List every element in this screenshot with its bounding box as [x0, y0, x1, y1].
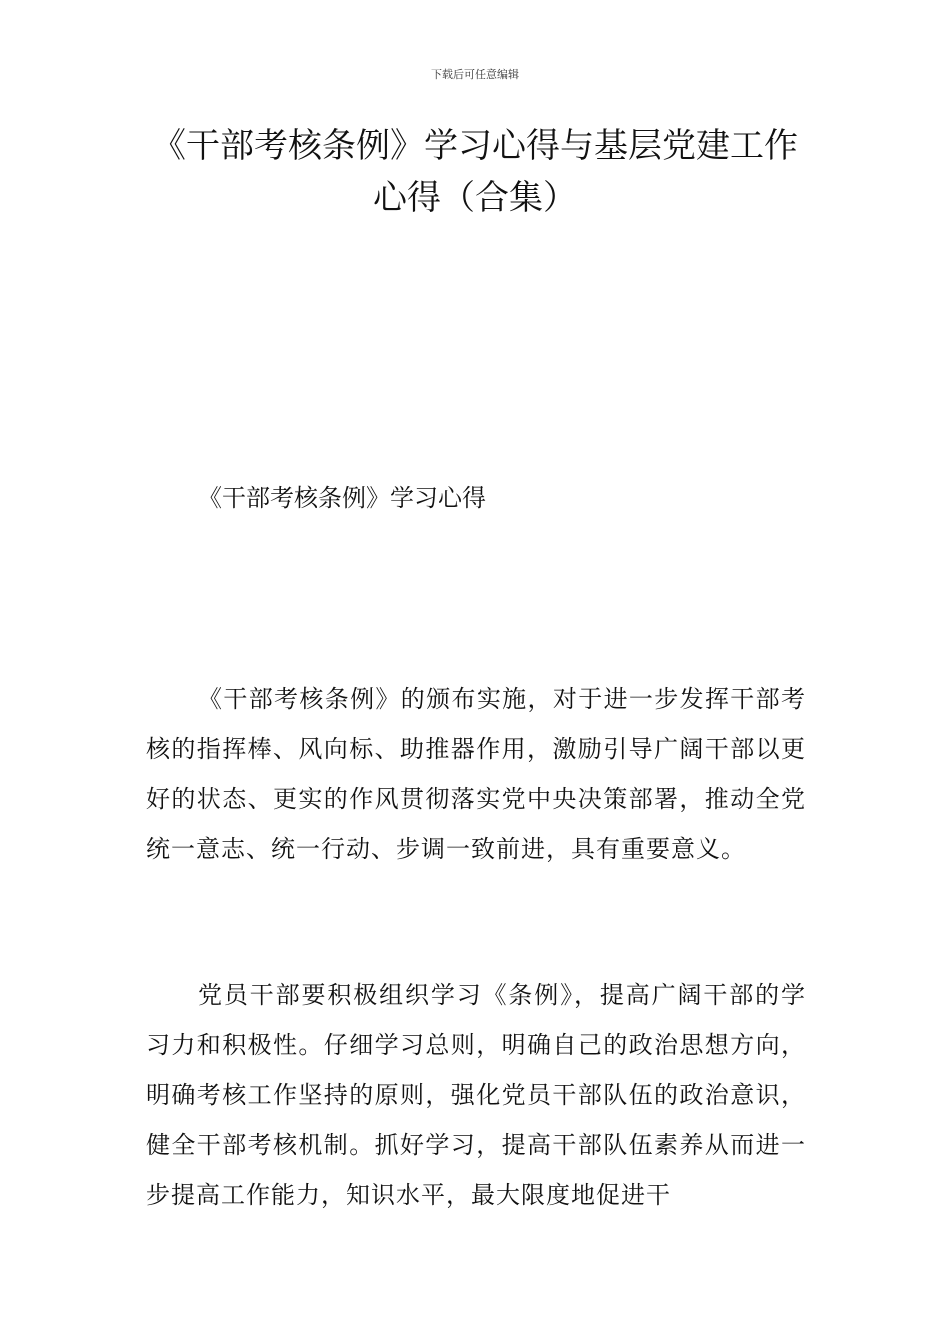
- document-title: 《干部考核条例》学习心得与基层党建工作心得（合集）: [152, 126, 798, 218]
- body-paragraph: 党员干部要积极组织学习《条例》，提高广阔干部的学习力和积极性。仔细学习总则，明确自己的政治思想方向，明确考核工作坚持的原则，强化党员干部队伍的政治意识，健全干部考核机制。抓好学习，提高干部队伍素养从而进一步提高工作能力，知识水平，最大限度地促进干: [146, 981, 806, 1209]
- header-note: 下载后可任意编辑: [431, 68, 519, 81]
- section-heading: 《干部考核条例》学习心得: [198, 484, 486, 512]
- body-paragraph: 《干部考核条例》的颁布实施，对于进一步发挥干部考核的指挥棒、风向标、助推器作用，激励引导广阔干部以更好的状态、更实的作风贯彻落实党中央决策部署，推动全党统一意志、统一行动、步调一致前进，具有重要意义。: [146, 685, 806, 863]
